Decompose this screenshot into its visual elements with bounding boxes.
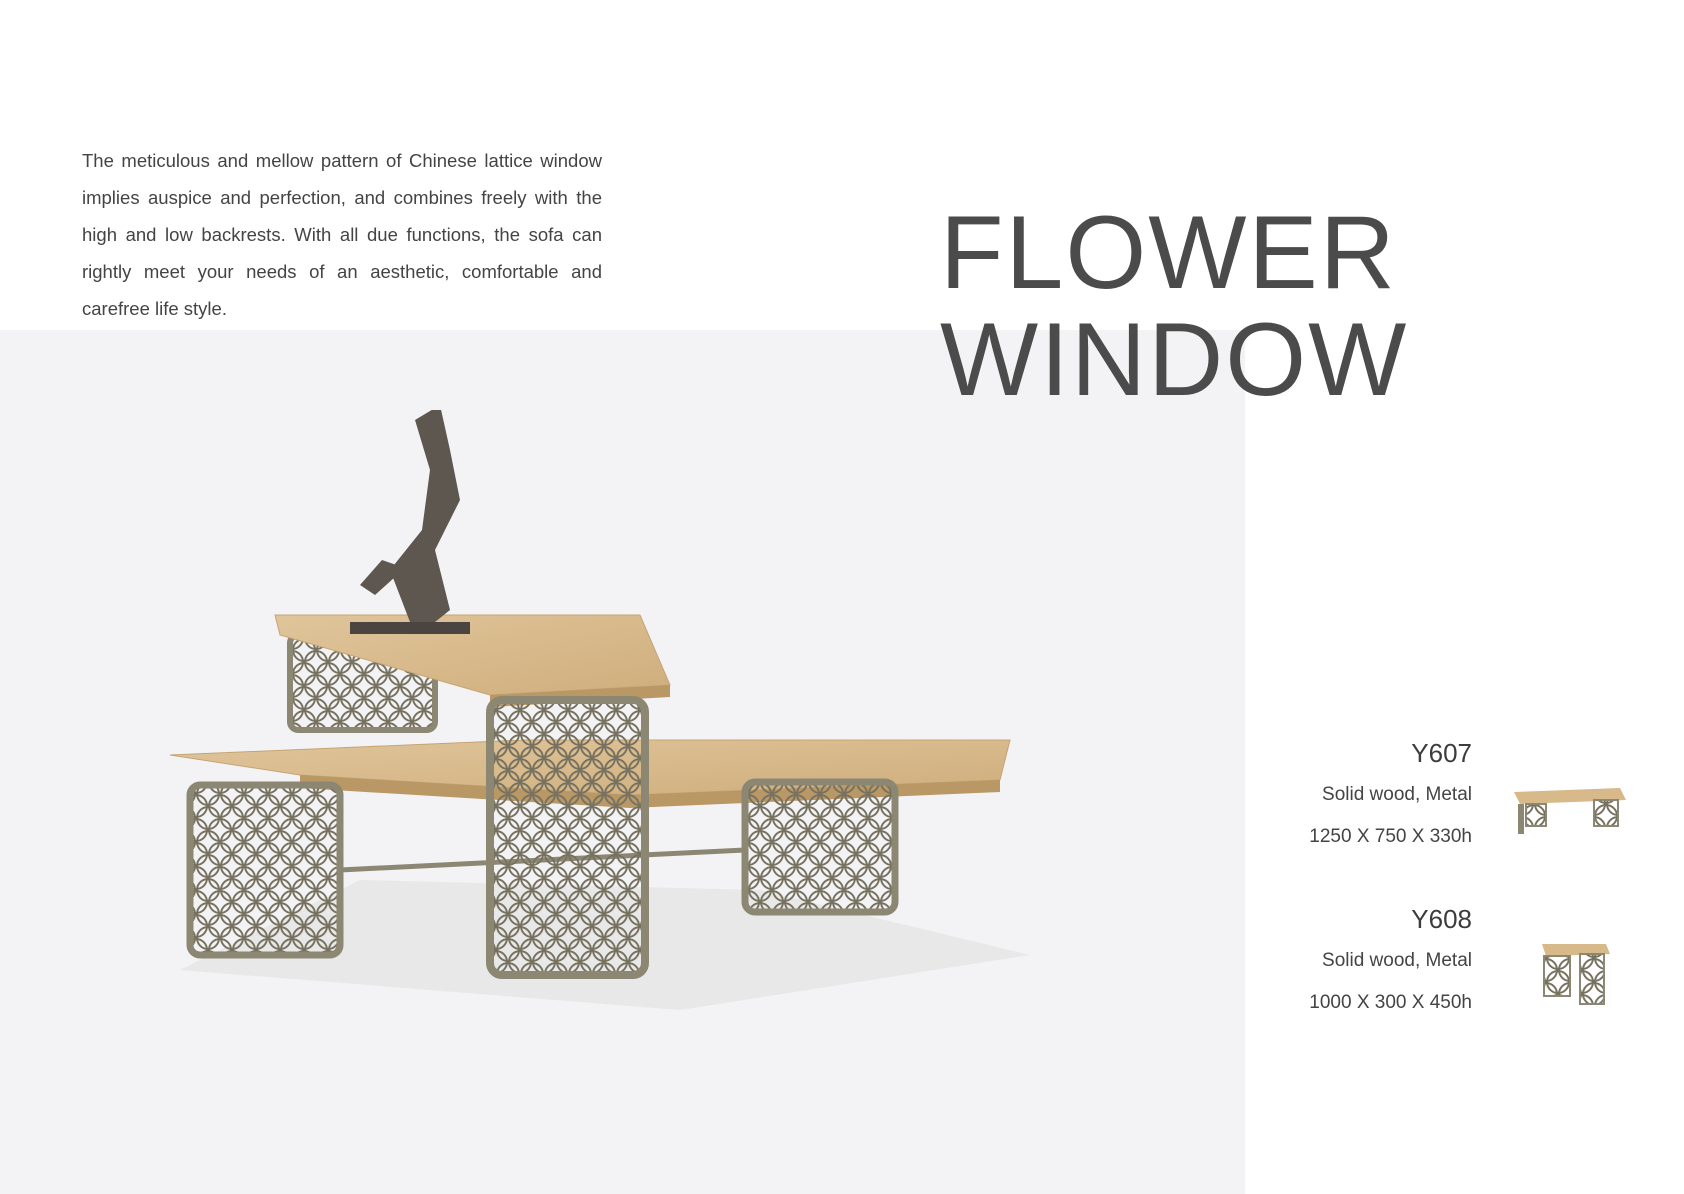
product-code: Y608 xyxy=(1411,904,1472,934)
product-thumbnail-y608 xyxy=(1510,934,1630,1014)
product-entry-y608 xyxy=(1290,904,1630,1024)
title-line-2: WINDOW xyxy=(940,302,1409,418)
product-dimensions: 1250 X 750 X 330h xyxy=(1309,826,1472,847)
product-entry-y607 xyxy=(1290,738,1630,858)
title-line-1: FLOWER xyxy=(940,195,1397,311)
hero-table-photo xyxy=(160,410,1060,1050)
product-material: Solid wood, Metal xyxy=(1322,784,1472,805)
product-code: Y607 xyxy=(1411,738,1472,768)
product-material: Solid wood, Metal xyxy=(1322,950,1472,971)
product-thumbnail-y607 xyxy=(1510,768,1630,848)
product-description: The meticulous and mellow pattern of Chinese lattice window implies auspice and perfection, and combines freely with the high and low backrests. With all due functions, the sofa can rightly meet your needs of an aesthetic, comfortable and carefree life style. xyxy=(82,150,602,319)
product-dimensions: 1000 X 300 X 450h xyxy=(1309,992,1472,1013)
collection-title xyxy=(940,195,1409,418)
